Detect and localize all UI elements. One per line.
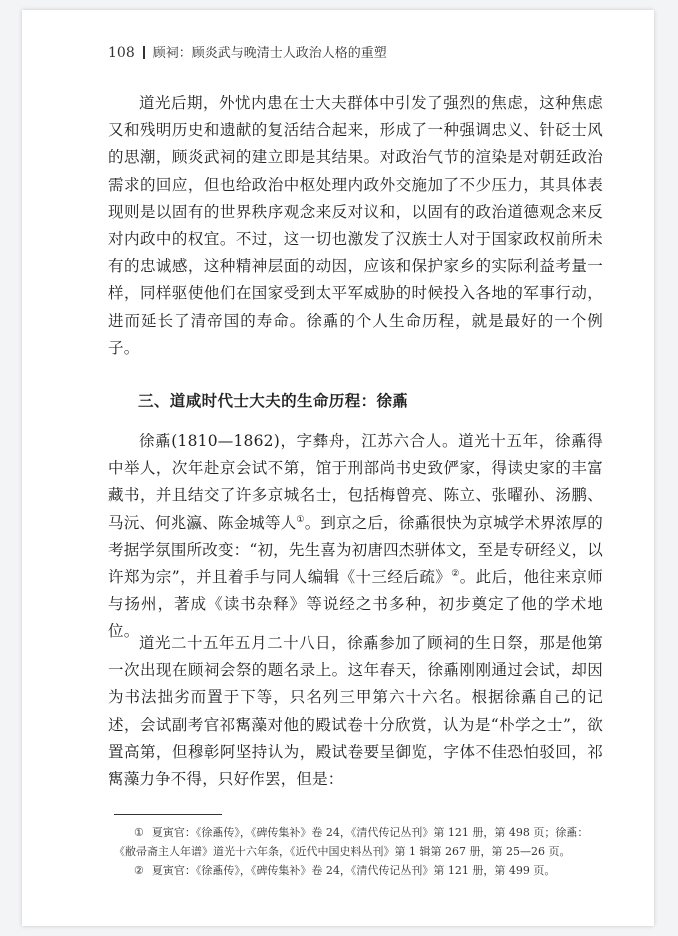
footnote-ref-2: ②	[451, 568, 460, 579]
paragraph-1: 道光后期，外忧内患在士大夫群体中引发了强烈的焦虑，这种焦虑又和残明历史和遗献的复活结合起来，形成了一种强调忠义、针砭士风的思潮，顾炎武祠的建立即是其结果。对政治气节的渲染是对朝廷政治需求的回应，但也给政治中枢处理内政外交施加了不少压力，其具体表现则是以固有的世界秩序观念来反对议和，以固有的政治道德观念来反对内政中的权宜。不过，这一切也激发了汉族士人对于国家政权前所未有的忠诚感，这种精神层面的动因，应该和保护家乡的实际利益考量一样，同样驱使他们在国家受到太平军威胁的时候投入各地的军事行动，进而延长了清帝国的寿命。徐鼒的个人生命历程，就是最好的一个例子。	[108, 94, 603, 357]
footnote-1-text: 夏寅官：《徐鼒传》，《碑传集补》卷 24，《清代传记丛刊》第 121 册，第 498 页；徐鼒：《敝帚斋主人年谱》道光十六年条，《近代中国史料丛刊》第 1 辑第 267 册，第 25—26 页。	[114, 826, 589, 858]
paragraph-2-part-3: 。此后，他往来京师与扬州，著成《读书杂释》等说经之书多种，初步奠定了他的学术地位。	[108, 568, 603, 641]
paragraph-2-part-1: 徐鼒(1810—1862)，字彝舟，江苏六合人。道光十五年，徐鼒得中举人，次年赴京会试不第，馆于刑部尚书史致俨家，得读史家的丰富藏书，并且结交了许多京城名士，包括梅曾亮、陈立、张曜孙、汤鹏、马沅、何兆瀛、陈金城等人	[108, 432, 603, 532]
footnote-divider	[114, 814, 222, 815]
footnotes	[114, 823, 604, 880]
paragraph-2	[108, 428, 603, 646]
footnote-2-text: 夏寅官：《徐鼒传》，《碑传集补》卷 24，《清代传记丛刊》第 121 册，第 499 页。	[151, 864, 556, 877]
footnote-ref-1: ①	[296, 514, 305, 525]
footnote-1	[114, 823, 604, 861]
running-title: 顾祠：顾炎武与晚清士人政治人格的重塑	[152, 46, 387, 61]
header-separator	[143, 46, 145, 59]
running-header	[108, 42, 387, 61]
book-page	[22, 10, 654, 926]
paragraph-2-block	[108, 428, 603, 646]
footnote-2	[114, 861, 604, 880]
section-title: 三、道咸时代士大夫的生命历程：徐鼒	[138, 392, 409, 410]
paragraph-3: 道光二十五年五月二十八日，徐鼒参加了顾祠的生日祭，那是他第一次出现在顾祠会祭的题名录上。这年春天，徐鼒刚刚通过会试，却因为书法拙劣而置于下等，只名列三甲第六十六名。根据徐鼒自己的记述，会试副考官祁寯藻对他的殿试卷十分欣赏，认为是“朴学之士”，欲置高第，但穆彰阿坚持认为，殿试卷要呈御览，字体不佳恐怕驳回，祁寯藻力争不得，只好作罢，但是：	[108, 634, 603, 789]
footnote-1-mark: ①	[134, 826, 144, 839]
paragraph-2-part-2: 。到京之后，徐鼒很快为京城学术界浓厚的考据学氛围所改变：“初，先生喜为初唐四杰骈体文，至是专研经义，以许郑为宗”，并且着手与同人编辑《十三经后疏》	[108, 513, 603, 587]
paragraph-3-block	[108, 630, 603, 793]
page-number: 108	[108, 45, 135, 61]
paragraph-1-block	[108, 90, 603, 362]
footnote-2-mark: ②	[134, 864, 144, 877]
